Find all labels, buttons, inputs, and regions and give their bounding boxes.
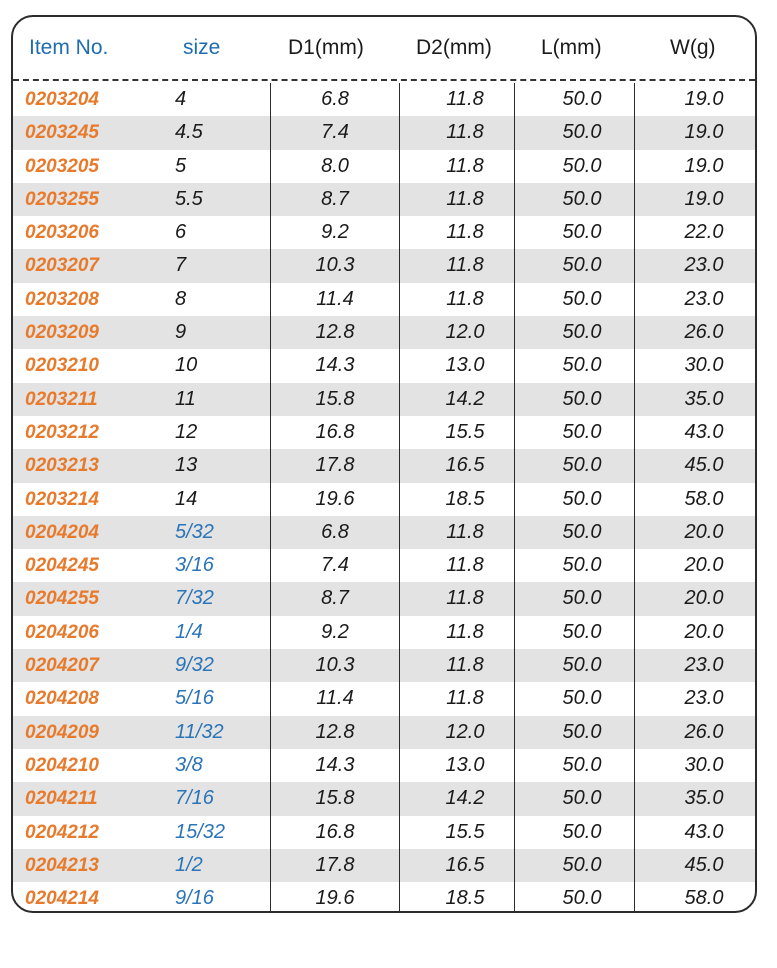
size-cell: 11/32: [175, 720, 224, 743]
size-cell: 9/32: [175, 654, 214, 677]
w-cell: 20.0: [684, 554, 724, 577]
header-w: W(g): [670, 36, 716, 59]
item-no-cell: 0204213: [25, 854, 99, 876]
table-row: [13, 249, 755, 282]
item-no-cell: 0204204: [25, 521, 99, 543]
d1-cell: 8.7: [321, 587, 349, 610]
l-cell: 50.0: [562, 554, 602, 577]
l-cell: 50.0: [562, 154, 602, 177]
table-row: [13, 849, 755, 882]
item-no-cell: 0203208: [25, 288, 99, 310]
size-cell: 8: [175, 287, 187, 310]
l-cell: 50.0: [562, 121, 602, 144]
table-row: [13, 449, 755, 482]
column-divider: [270, 83, 271, 911]
l-cell: 50.0: [562, 654, 602, 677]
d1-cell: 15.8: [315, 387, 355, 410]
table-row: [13, 882, 755, 913]
size-cell: 7/16: [175, 787, 214, 810]
table-row: [13, 183, 755, 216]
header-d1: D1(mm): [288, 36, 364, 59]
size-cell: 13: [175, 454, 198, 477]
size-cell: 4.5: [175, 121, 203, 144]
size-cell: 5/16: [175, 687, 214, 710]
w-cell: 19.0: [684, 88, 724, 110]
d1-cell: 19.6: [315, 887, 355, 910]
size-cell: 11: [175, 387, 196, 410]
d2-cell: 11.8: [446, 587, 484, 610]
d2-cell: 14.2: [445, 787, 485, 810]
d2-cell: 11.8: [446, 654, 484, 677]
item-no-cell: 0203213: [25, 455, 99, 477]
d2-cell: 15.5: [445, 820, 485, 843]
size-cell: 15/32: [175, 820, 226, 843]
l-cell: 50.0: [562, 853, 602, 876]
d1-cell: 8.0: [321, 154, 349, 177]
l-cell: 50.0: [562, 321, 602, 344]
table-row: [13, 649, 755, 682]
d2-cell: 13.0: [445, 753, 485, 776]
l-cell: 50.0: [562, 454, 602, 477]
l-cell: 50.0: [562, 287, 602, 310]
w-cell: 58.0: [684, 487, 724, 510]
table-row: [13, 682, 755, 715]
item-no-cell: 0204210: [25, 754, 99, 776]
table-row: [13, 516, 755, 549]
item-no-cell: 0203211: [25, 388, 98, 410]
d1-cell: 6.8: [321, 88, 349, 110]
size-cell: 5.5: [175, 187, 203, 210]
w-cell: 22.0: [684, 221, 724, 244]
table-row: [13, 150, 755, 183]
d1-cell: 14.3: [315, 354, 355, 377]
item-no-cell: 0203245: [25, 122, 99, 144]
table-row: [13, 549, 755, 582]
d2-cell: 11.8: [446, 121, 484, 144]
l-cell: 50.0: [562, 187, 602, 210]
w-cell: 20.0: [684, 620, 724, 643]
table-row: [13, 816, 755, 849]
w-cell: 23.0: [684, 654, 724, 677]
item-no-cell: 0204245: [25, 555, 99, 577]
d2-cell: 11.8: [446, 154, 484, 177]
table-row: [13, 116, 755, 149]
l-cell: 50.0: [562, 687, 602, 710]
table-row: [13, 782, 755, 815]
table-row: [13, 216, 755, 249]
d2-cell: 18.5: [445, 887, 485, 910]
w-cell: 20.0: [684, 587, 724, 610]
column-divider: [399, 83, 400, 911]
d2-cell: 16.5: [445, 853, 485, 876]
header-item-no: Item No.: [29, 36, 109, 59]
table-row: [13, 316, 755, 349]
d2-cell: 11.8: [446, 88, 484, 110]
d2-cell: 16.5: [445, 454, 485, 477]
l-cell: 50.0: [562, 887, 602, 910]
d1-cell: 16.8: [315, 820, 355, 843]
d1-cell: 16.8: [315, 420, 355, 443]
size-cell: 3/8: [175, 753, 203, 776]
w-cell: 19.0: [684, 121, 724, 144]
size-cell: 12: [175, 420, 198, 443]
l-cell: 50.0: [562, 820, 602, 843]
item-no-cell: 0204212: [25, 821, 99, 843]
d2-cell: 11.8: [446, 520, 484, 543]
item-no-cell: 0203207: [25, 255, 99, 277]
l-cell: 50.0: [562, 620, 602, 643]
table-header: [13, 17, 755, 79]
w-cell: 30.0: [684, 753, 724, 776]
d1-cell: 15.8: [315, 787, 355, 810]
item-no-cell: 0203204: [25, 89, 99, 110]
size-cell: 5: [175, 154, 187, 177]
item-no-cell: 0204206: [25, 621, 99, 643]
item-no-cell: 0204208: [25, 688, 99, 710]
table-row: [13, 716, 755, 749]
header-d2: D2(mm): [416, 36, 492, 59]
size-cell: 6: [175, 221, 187, 244]
w-cell: 35.0: [684, 787, 724, 810]
w-cell: 43.0: [684, 820, 724, 843]
spec-table: [11, 15, 757, 913]
item-no-cell: 0203212: [25, 421, 99, 443]
l-cell: 50.0: [562, 387, 602, 410]
l-cell: 50.0: [562, 420, 602, 443]
size-cell: 3/16: [175, 554, 214, 577]
w-cell: 26.0: [684, 321, 724, 344]
w-cell: 23.0: [684, 254, 724, 277]
item-no-cell: 0203214: [25, 488, 99, 510]
d1-cell: 7.4: [321, 121, 349, 144]
d1-cell: 9.2: [321, 221, 349, 244]
l-cell: 50.0: [562, 354, 602, 377]
item-no-cell: 0204255: [25, 588, 99, 610]
w-cell: 35.0: [684, 387, 724, 410]
d2-cell: 11.8: [446, 287, 484, 310]
size-cell: 7/32: [175, 587, 214, 610]
d1-cell: 11.4: [316, 687, 354, 710]
w-cell: 23.0: [684, 287, 724, 310]
d2-cell: 18.5: [445, 487, 485, 510]
item-no-cell: 0204209: [25, 721, 99, 743]
item-no-cell: 0203205: [25, 155, 99, 177]
table-row: [13, 416, 755, 449]
table-body: [13, 83, 755, 913]
item-no-cell: 0204211: [25, 788, 98, 810]
l-cell: 50.0: [562, 254, 602, 277]
w-cell: 23.0: [684, 687, 724, 710]
d1-cell: 12.8: [315, 720, 355, 743]
l-cell: 50.0: [562, 221, 602, 244]
l-cell: 50.0: [562, 787, 602, 810]
column-divider: [514, 83, 515, 911]
size-cell: 5/32: [175, 520, 214, 543]
item-no-cell: 0203209: [25, 322, 99, 344]
size-cell: 4: [175, 88, 187, 110]
w-cell: 43.0: [684, 420, 724, 443]
d1-cell: 7.4: [321, 554, 349, 577]
w-cell: 20.0: [684, 520, 724, 543]
table-row: [13, 616, 755, 649]
w-cell: 19.0: [684, 187, 724, 210]
d2-cell: 11.8: [446, 254, 484, 277]
d1-cell: 17.8: [315, 454, 355, 477]
w-cell: 45.0: [684, 454, 724, 477]
header-l: L(mm): [541, 36, 602, 59]
d1-cell: 12.8: [315, 321, 355, 344]
w-cell: 45.0: [684, 853, 724, 876]
d2-cell: 11.8: [446, 687, 484, 710]
l-cell: 50.0: [562, 720, 602, 743]
size-cell: 9: [175, 321, 187, 344]
w-cell: 58.0: [684, 887, 724, 910]
table-row: [13, 749, 755, 782]
d1-cell: 10.3: [315, 254, 355, 277]
d1-cell: 6.8: [321, 520, 349, 543]
table-row: [13, 283, 755, 316]
d1-cell: 9.2: [321, 620, 349, 643]
d2-cell: 12.0: [445, 720, 485, 743]
table-row: [13, 83, 755, 116]
l-cell: 50.0: [562, 487, 602, 510]
d1-cell: 14.3: [315, 753, 355, 776]
d2-cell: 11.8: [446, 187, 484, 210]
l-cell: 50.0: [562, 88, 602, 110]
d1-cell: 19.6: [315, 487, 355, 510]
d2-cell: 13.0: [445, 354, 485, 377]
d2-cell: 11.8: [446, 554, 484, 577]
size-cell: 9/16: [175, 887, 214, 910]
header-size: size: [183, 36, 221, 59]
size-cell: 1/2: [175, 853, 203, 876]
table-row: [13, 349, 755, 382]
d2-cell: 14.2: [445, 387, 485, 410]
header-divider: [13, 79, 755, 81]
table-row: [13, 483, 755, 516]
size-cell: 7: [175, 254, 187, 277]
l-cell: 50.0: [562, 753, 602, 776]
d1-cell: 11.4: [316, 287, 354, 310]
item-no-cell: 0203206: [25, 222, 99, 244]
d1-cell: 10.3: [315, 654, 355, 677]
l-cell: 50.0: [562, 587, 602, 610]
table-row: [13, 383, 755, 416]
item-no-cell: 0204207: [25, 655, 99, 677]
d2-cell: 11.8: [446, 221, 484, 244]
item-no-cell: 0203255: [25, 188, 99, 210]
d1-cell: 17.8: [315, 853, 355, 876]
l-cell: 50.0: [562, 520, 602, 543]
w-cell: 26.0: [684, 720, 724, 743]
w-cell: 30.0: [684, 354, 724, 377]
d2-cell: 12.0: [445, 321, 485, 344]
item-no-cell: 0204214: [25, 888, 99, 910]
size-cell: 10: [175, 354, 198, 377]
table-row: [13, 582, 755, 615]
d2-cell: 15.5: [445, 420, 485, 443]
column-divider: [634, 83, 635, 911]
w-cell: 19.0: [684, 154, 724, 177]
item-no-cell: 0203210: [25, 355, 99, 377]
d1-cell: 8.7: [321, 187, 349, 210]
size-cell: 14: [175, 487, 198, 510]
d2-cell: 11.8: [446, 620, 484, 643]
size-cell: 1/4: [175, 620, 203, 643]
